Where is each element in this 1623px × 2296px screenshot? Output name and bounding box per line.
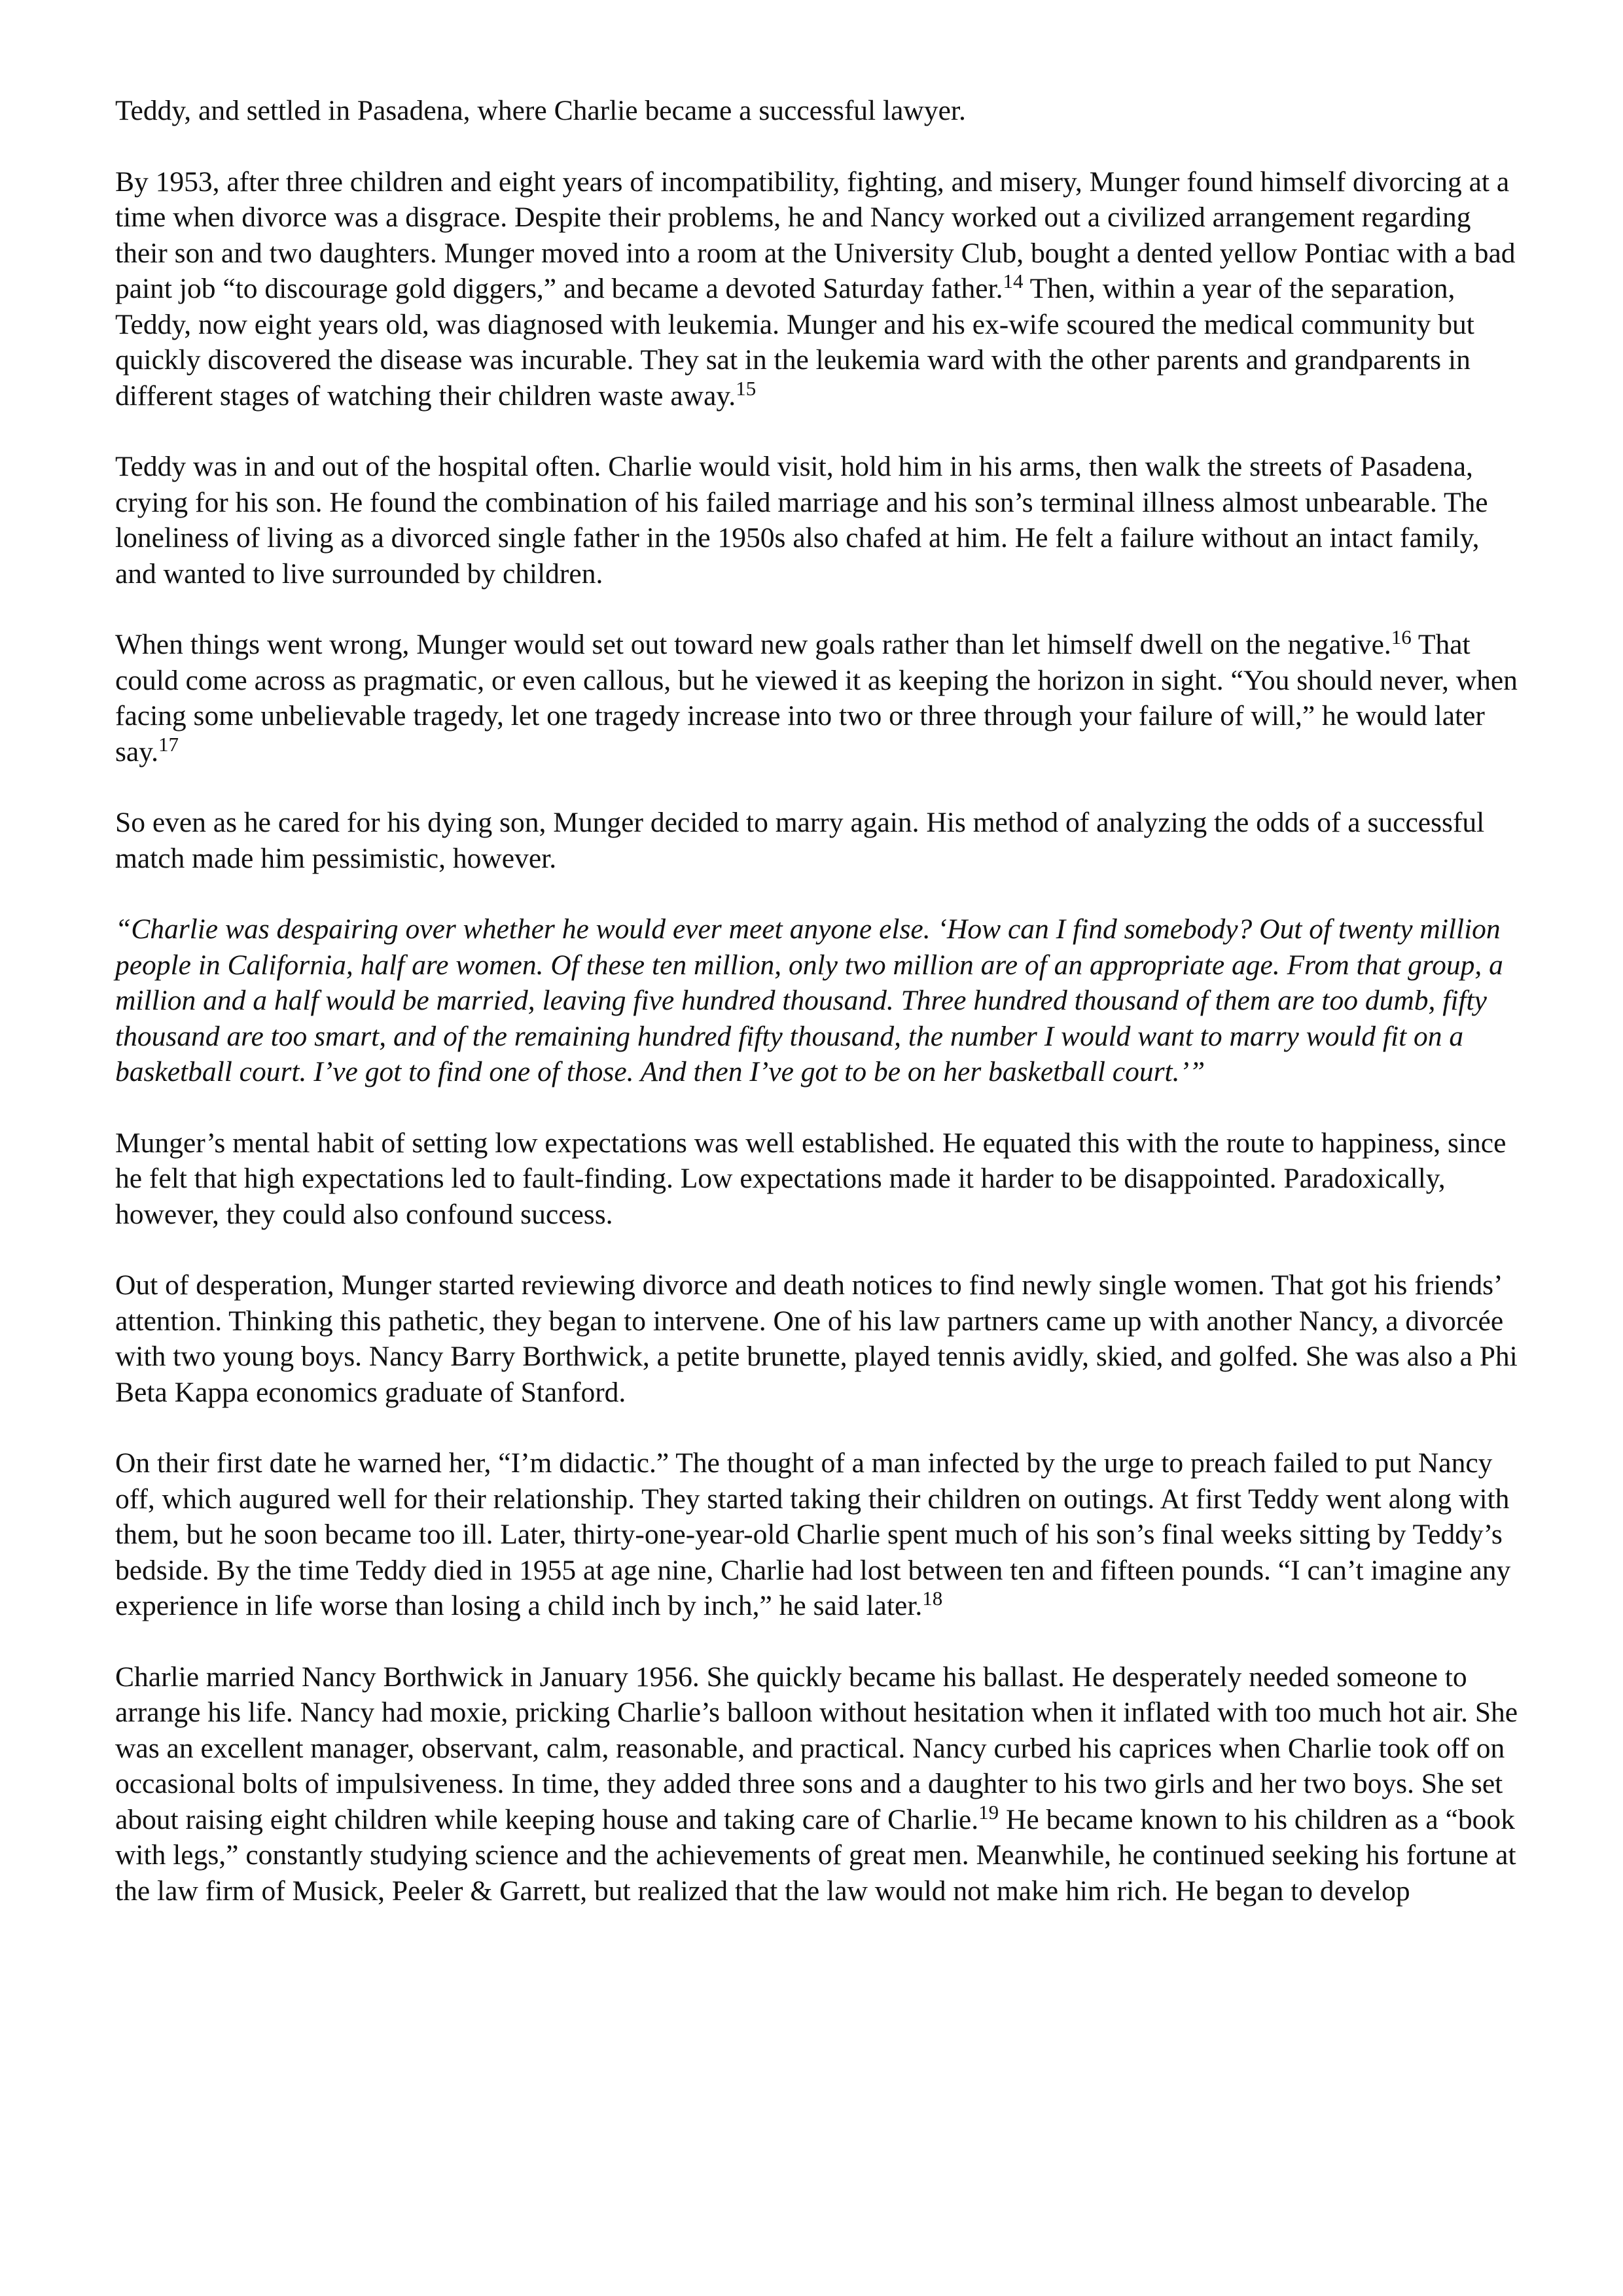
document-page	[115, 93, 1522, 1944]
text-run: Then, within a year of the separation, Teddy, now eight years old, was diagnosed with leukemia. Munger and his ex-wife scoured the medical community but quickly discovered the disease was incurable. They sat in the leukemia ward with the other parents and grandparents in different stages of watching their children waste away.	[115, 273, 1474, 412]
text-run: So even as he cared for his dying son, Munger decided to marry again. His method of analyzing the odds of a successful match made him pessimistic, however.	[115, 807, 1485, 874]
footnote-marker: 14	[1003, 270, 1024, 292]
footnote-marker: 18	[922, 1587, 943, 1610]
text-run: Charlie married Nancy Borthwick in January 1956. She quickly became his ballast. He desperately needed someone to arrange his life. Nancy had moxie, pricking Charlie’s balloon without hesitation when it inflated with too much hot air. She was an excellent manager, observant, calm, reasonable, and practical. Nancy curbed his caprices when Charlie took off on occasional bolts of impulsiveness. In time, they added three sons and a daughter to his two girls and her two boys. She set about raising eight children while keeping house and taking care of Charlie.	[115, 1661, 1518, 1835]
text-run: When things went wrong, Munger would set out toward new goals rather than let himself dwell on the negative.	[115, 629, 1391, 660]
text-run: By 1953, after three children and eight years of incompatibility, fighting, and misery, Munger found himself divorcing at a time when divorce was a disgrace. Despite their problems, he and Nancy worked out a civilized arrangement regarding their son and two daughters. Munger moved into a room at the University Club, bought a dented yellow Pontiac with a bad paint job “to discourage gold diggers,” and became a devoted Saturday father.	[115, 166, 1516, 304]
body-paragraph	[115, 805, 1522, 876]
text-run: Teddy was in and out of the hospital often. Charlie would visit, hold him in his arms, then walk the streets of Pasadena, crying for his son. He found the combination of his failed marriage and his son’s terminal illness almost unbearable. The loneliness of living as a divorced single father in the 1950s also chafed at him. He felt a failure without an intact family, and wanted to live surrounded by children.	[115, 451, 1488, 590]
footnote-marker: 15	[736, 376, 757, 400]
footnote-marker: 19	[978, 1800, 999, 1824]
body-paragraph	[115, 1659, 1522, 1909]
footnote-marker: 16	[1391, 626, 1412, 648]
text-run: “Charlie was despairing over whether he would ever meet anyone else. ‘How can I find somebody? Out of twenty million people in California, half are women. Of these ten million, only two million are of an appropriate age. From that group, a million and a half would be married, leaving five hundred thousand. Three hundred thousand of them are too dumb, fifty thousand are too smart, and of the remaining hundred fifty thousand, the number I would want to marry would fit on a basketball court. I’ve got to find one of those. And then I’ve got to be on her basketball court.’”	[115, 913, 1503, 1087]
text-run: He became known to his children as a “book with legs,” constantly studying science and the achievements of great men. Meanwhile, he continued seeking his fortune at the law firm of Musick, Peeler & Garrett, but realized that the law would not make him rich. He began to develop	[115, 1803, 1516, 1907]
text-run: On their first date he warned her, “I’m didactic.” The thought of a man infected by the urge to preach failed to put Nancy off, which augured well for their relationship. They started taking their children on outings. At first Teddy went along with them, but he soon became too ill. Later, thirty-one-year-old Charlie spent much of his son’s final weeks sitting by Teddy’s bedside. By the time Teddy died in 1955 at age nine, Charlie had lost between ten and fifteen pounds. “I can’t imagine any experience in life worse than losing a child inch by inch,” he said later.	[115, 1447, 1511, 1621]
text-run: Teddy, and settled in Pasadena, where Charlie became a successful lawyer.	[115, 95, 966, 126]
body-paragraph	[115, 627, 1522, 769]
body-paragraph	[115, 93, 1522, 129]
text-run: Out of desperation, Munger started reviewing divorce and death notices to find newly single women. That got his friends’ attention. Thinking this pathetic, they began to intervene. One of his law partners came up with another Nancy, a divorcée with two young boys. Nancy Barry Borthwick, a petite brunette, played tennis avidly, skied, and golfed. She was also a Phi Beta Kappa economics graduate of Stanford.	[115, 1269, 1518, 1408]
footnote-marker: 17	[158, 732, 179, 756]
body-paragraph	[115, 1125, 1522, 1233]
text-run: That could come across as pragmatic, or even callous, but he viewed it as keeping the horizon in sight. “You should never, when facing some unbelievable tragedy, let one tragedy increase into two or three through your failure of will,” he would later say.	[115, 629, 1518, 768]
body-paragraph	[115, 449, 1522, 592]
block-quote	[115, 911, 1522, 1090]
body-paragraph	[115, 164, 1522, 414]
text-run: Munger’s mental habit of setting low expectations was well established. He equated this with the route to happiness, since he felt that high expectations led to fault-finding. Low expectations made it harder to be disappointed. Paradoxically, however, they could also confound success.	[115, 1127, 1507, 1230]
body-paragraph	[115, 1445, 1522, 1624]
body-paragraph	[115, 1267, 1522, 1410]
